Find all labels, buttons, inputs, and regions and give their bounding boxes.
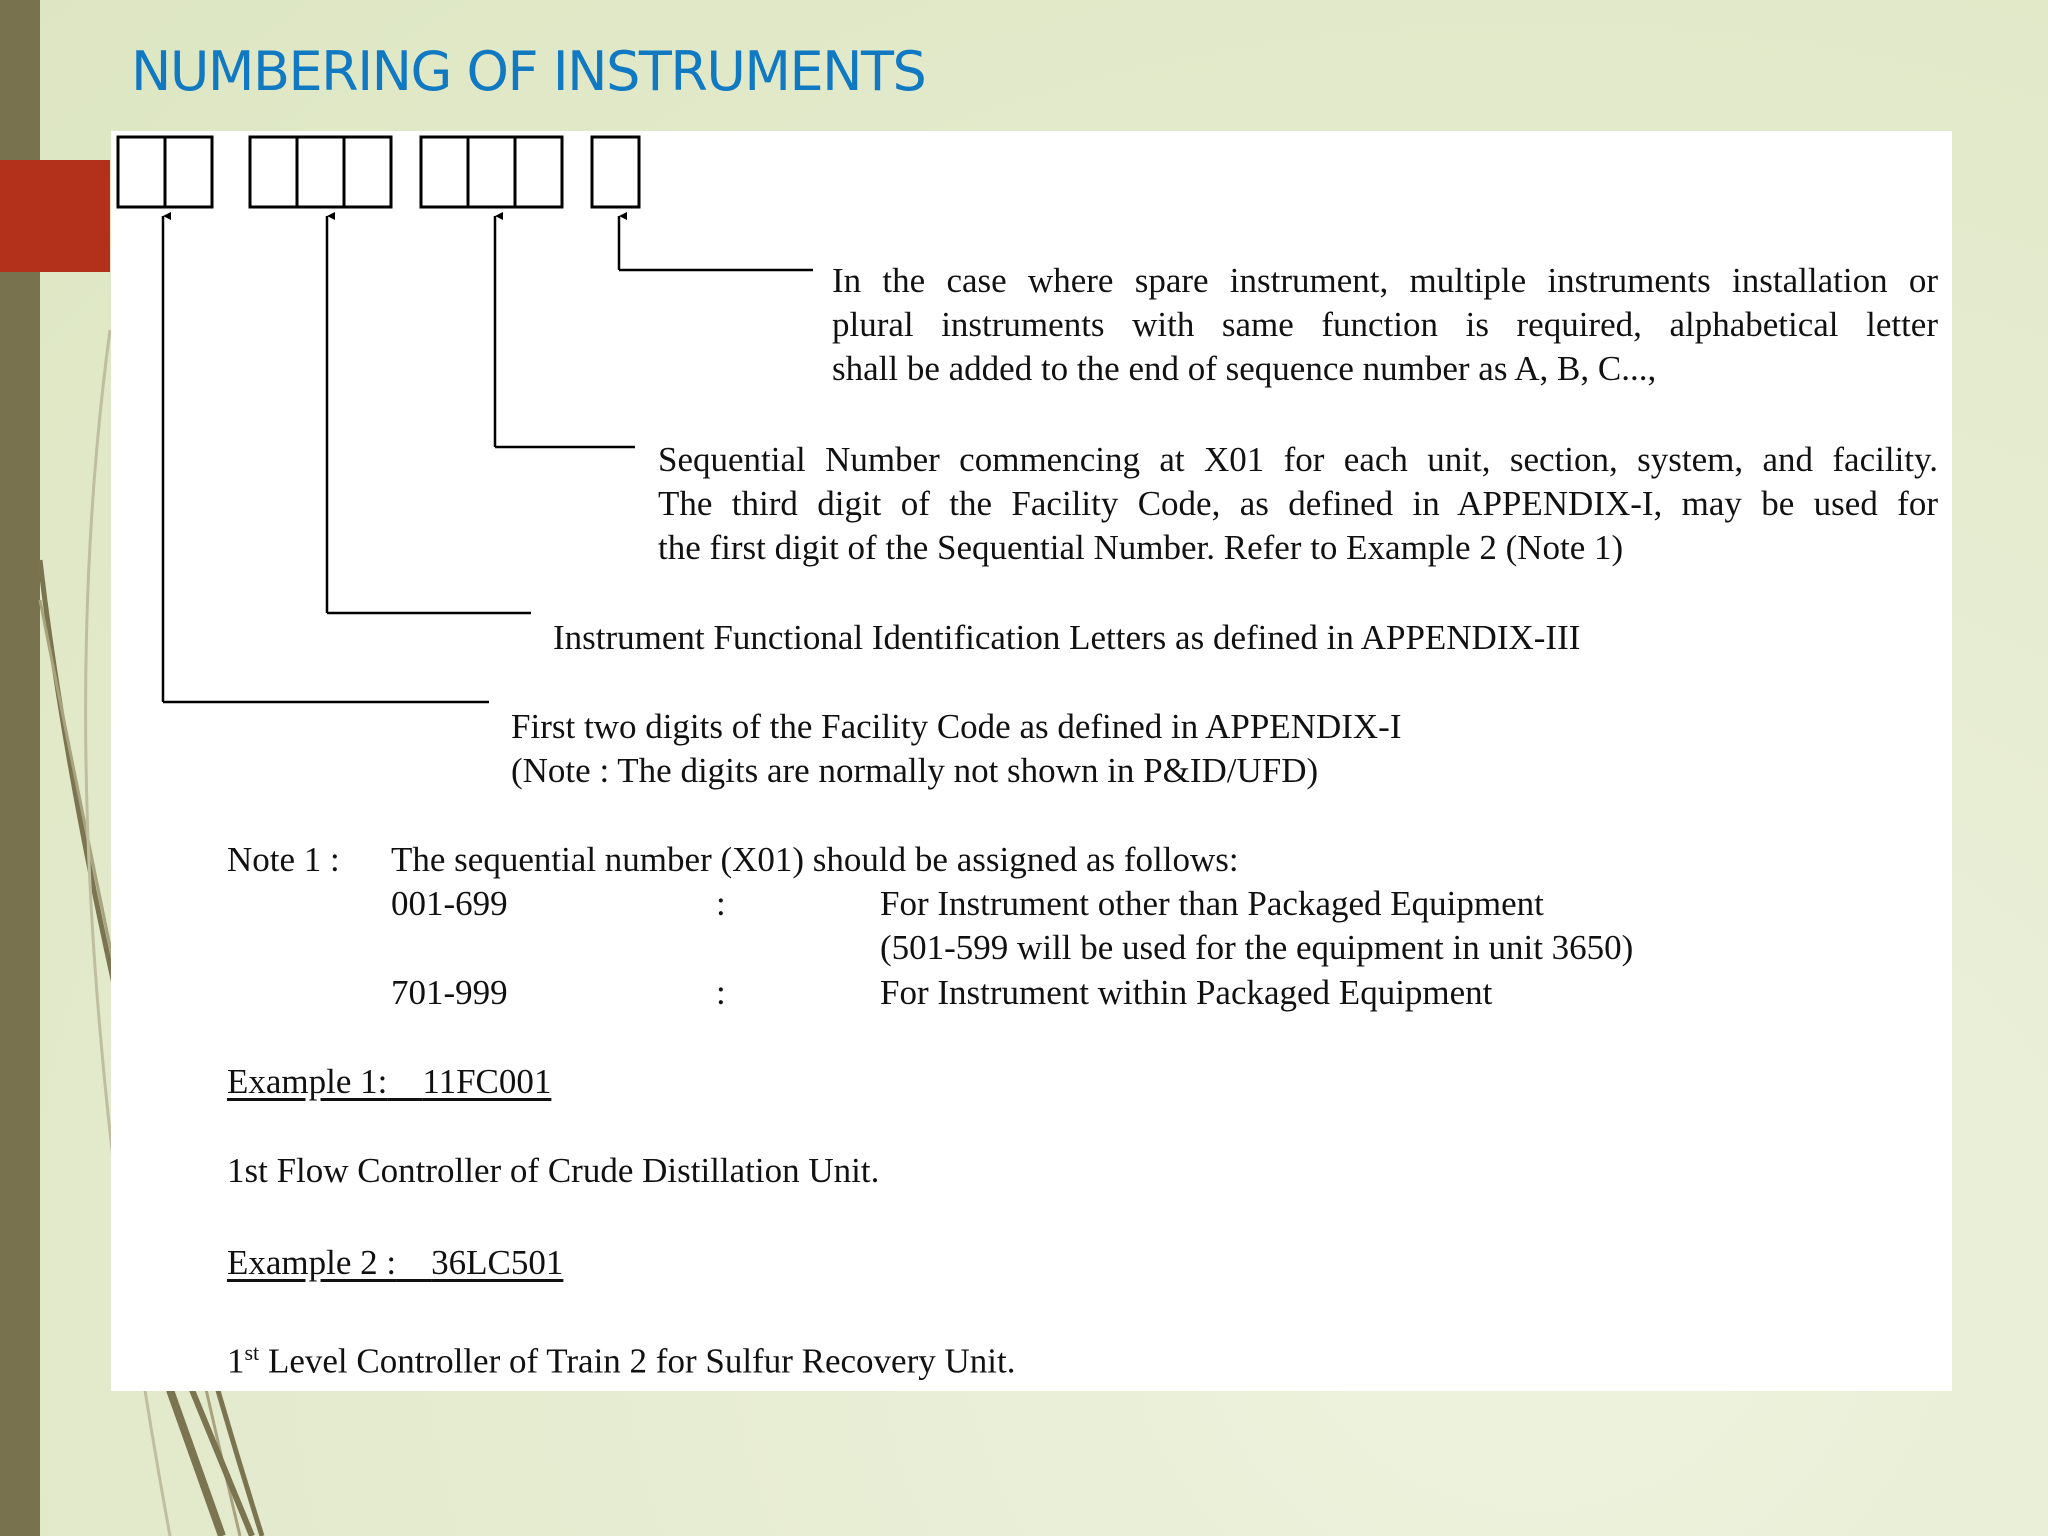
example2-code: 36LC501 [431,1243,564,1282]
example1-heading [227,1060,551,1104]
note1-sep-1: : [716,884,726,923]
facility-callout-line1: First two digits of the Facility Code as defined in APPENDIX-I [511,707,1402,746]
slide-title: NUMBERING OF INSTRUMENTS [131,40,926,103]
example2-desc-rest: Level Controller of Train 2 for Sulfur Recovery Unit. [259,1341,1016,1381]
example2-label: Example 2 : [227,1243,397,1282]
sequential-callout-line1: Sequential Number commencing at X01 for each unit, section, system, and facility. [658,440,1938,479]
note1-desc-2: For Instrument within Packaged Equipment [880,973,1493,1012]
accent-block [0,160,110,272]
note1-label: Note 1 : [227,840,340,879]
note1-desc-1b: (501-599 will be used for the equipment in unit 3650) [880,928,1634,967]
note1-intro: The sequential number (X01) should be assigned as follows: [391,840,1239,879]
sequential-callout-line2: The third digit of the Facility Code, as defined in APPENDIX-I, may be used for [658,484,1938,523]
letters-callout: Instrument Functional Identification Letters as defined in APPENDIX-III [553,618,1581,657]
note1-range-1: 001-699 [391,884,508,923]
suffix-callout-line1: In the case where spare instrument, multiple instruments installation or [832,261,1938,300]
note1-range-2: 701-999 [391,973,508,1012]
digit-boxes [118,137,639,207]
example1-label: Example 1: [227,1062,388,1101]
suffix-callout-line3: shall be added to the end of sequence number as A, B, C..., [832,349,1657,388]
content-panel [111,131,1952,1391]
example2-desc-prefix: 1 [227,1341,245,1381]
example1-desc: 1st Flow Controller of Crude Distillation Unit. [227,1151,880,1190]
example2-heading [227,1241,563,1285]
example2-desc-sup: st [244,1340,260,1365]
sequential-callout-line3: the first digit of the Sequential Number. Refer to Example 2 (Note 1) [658,528,1624,567]
note1-sep-2: : [716,973,726,1012]
suffix-callout-line2: plural instruments with same function is required, alphabetical letter [832,305,1938,344]
facility-callout-line2: (Note : The digits are normally not shown in P&ID/UFD) [511,751,1319,790]
example2-desc [227,1331,1015,1384]
note1-desc-1: For Instrument other than Packaged Equipment [880,884,1544,923]
example1-code: 11FC001 [422,1062,552,1101]
